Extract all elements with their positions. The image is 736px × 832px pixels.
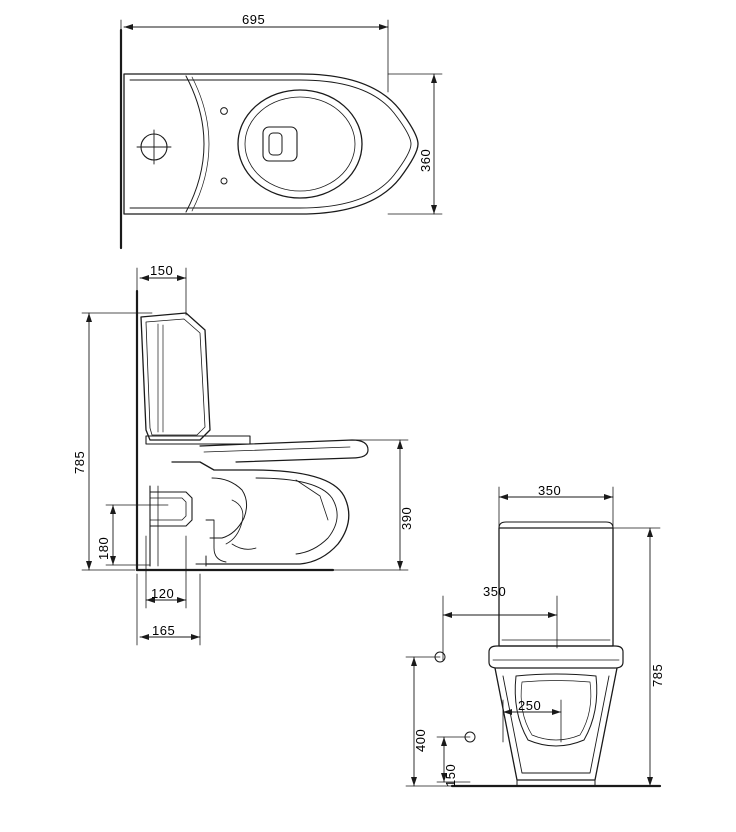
dim-label-180: 180 bbox=[96, 536, 111, 560]
dim-label-250: 250 bbox=[518, 698, 542, 713]
dim-label-120: 120 bbox=[151, 586, 175, 601]
dim-label-695: 695 bbox=[242, 12, 266, 27]
dim-label-400: 400 bbox=[413, 728, 428, 752]
side-view-group bbox=[82, 268, 408, 645]
front-view-group bbox=[406, 487, 660, 786]
top-view-group bbox=[121, 20, 442, 248]
dim-label-350-cistern: 350 bbox=[538, 483, 562, 498]
dim-label-785-side: 785 bbox=[72, 450, 87, 474]
dim-label-390: 390 bbox=[399, 506, 414, 530]
dim-label-785-front: 785 bbox=[650, 663, 665, 687]
dim-label-360: 360 bbox=[418, 148, 433, 172]
dim-label-350-inner: 350 bbox=[483, 584, 507, 599]
dim-label-150-top: 150 bbox=[150, 263, 174, 278]
dim-label-150-outlet: 150 bbox=[443, 763, 458, 787]
dim-label-165: 165 bbox=[152, 623, 176, 638]
